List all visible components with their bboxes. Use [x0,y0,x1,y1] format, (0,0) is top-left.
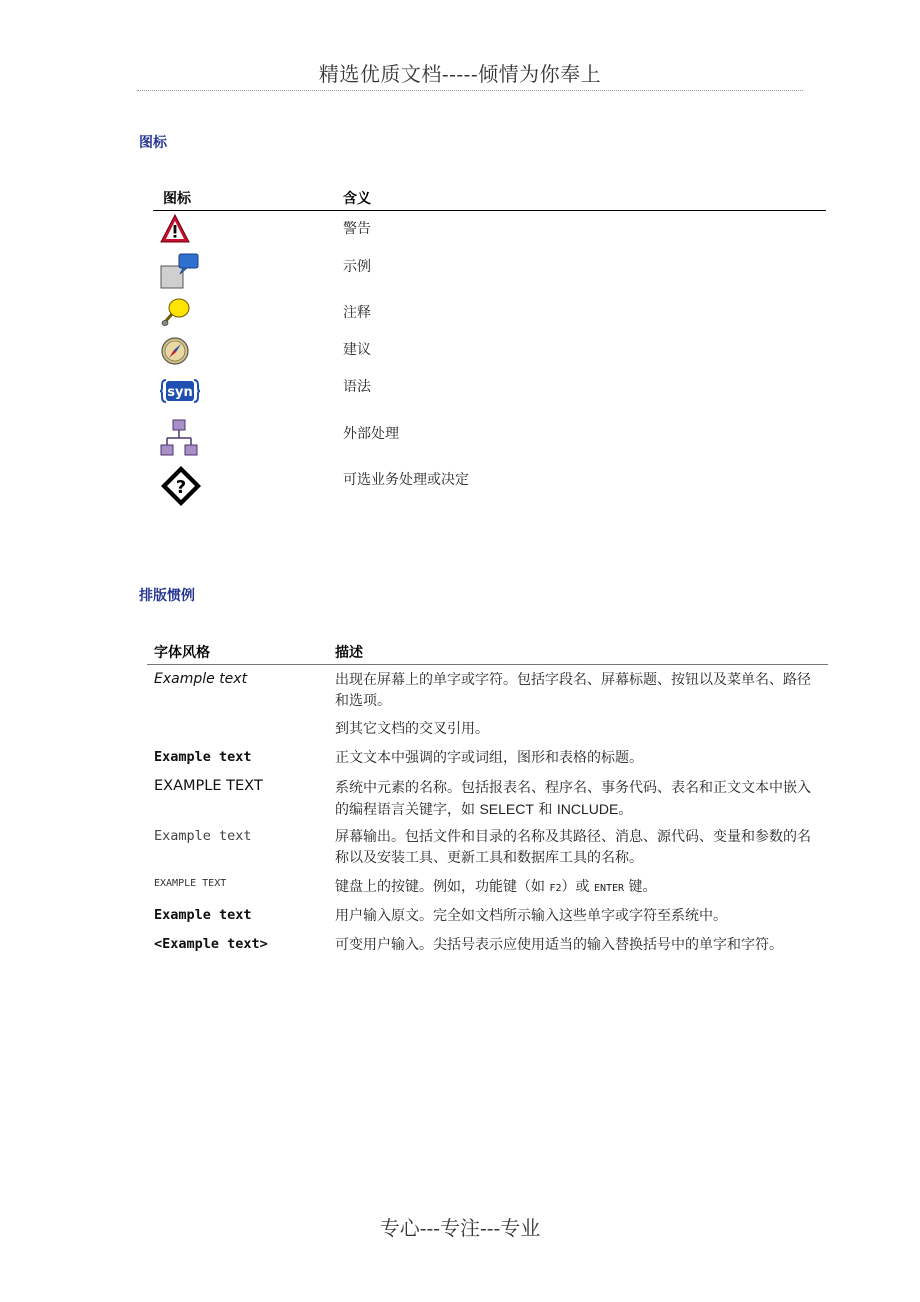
meaning-note: 注释 [343,305,371,321]
meaning-warning: 警告 [343,221,371,237]
desc-system-elements-and: 和 [533,802,557,818]
desc-screen-text: 出现在屏幕上的单字或字符。包括字段名、屏幕标题、按钮以及菜单名、路径和选项。 [335,672,811,709]
icons-table-rule [153,210,826,211]
desc-system-elements-text: 系统中元素的名称。包括报表名、程序名、事务代码、表名和正文文本中嵌入的编程语言关键字，如 [335,780,811,818]
svg-text:syn: syn [167,385,193,400]
desc-keyboard-text: 键盘上的按键。例如，功能键（如 [335,879,550,895]
desc-keyboard-keys [335,877,815,899]
style-small-mono-example: EXAMPLE TEXT [154,878,227,889]
style-bold-example: Example text [154,749,252,765]
meaning-business-decision: 可选业务处理或决定 [343,472,469,488]
meaning-syntax: 语法 [343,379,371,395]
typo-col-header-style: 字体风格 [154,645,210,661]
example-icon [159,252,201,296]
typography-table-rule [147,664,828,665]
desc-screen-output: 屏幕输出。包括文件和目录的名称及其路径、消息、源代码、变量和参数的名称以及安装工具、更新工具和数据库工具的名称。 [335,829,811,866]
keyword-include: INCLUDE [556,801,619,817]
meaning-external-process: 外部处理 [343,426,399,442]
icons-col-header-meaning: 含义 [343,191,371,207]
style-uppercase-example: EXAMPLE TEXT [154,778,263,794]
style-italic-example: Example text [154,671,248,687]
desc-user-input: 用户输入原文。完全如文档所示输入这些单字或字符至系统中。 [335,908,727,924]
icons-section-title: 图标 [139,135,167,151]
note-icon [160,296,192,332]
key-enter: ENTER [593,883,625,894]
key-f2: F2 [549,883,562,894]
header-divider [137,90,803,91]
meaning-example: 示例 [343,259,371,275]
syntax-icon [160,376,200,410]
meaning-recommendation: 建议 [343,342,371,358]
page-footer: 专心---专注---专业 [379,1216,541,1240]
desc-emphasis: 正文文本中强调的字或词组，图形和表格的标题。 [335,750,643,766]
desc-keyboard-or: ）或 [561,879,594,895]
typo-col-header-desc: 描述 [335,645,363,661]
keyword-select: SELECT [479,801,534,817]
recommendation-icon [160,336,190,370]
desc-system-elements [335,778,815,821]
warning-icon [159,213,191,249]
icons-col-header-icon: 图标 [163,191,191,207]
style-user-input-example: Example text [154,907,252,923]
desc-cross-reference: 到其它文档的交叉引用。 [335,721,489,737]
desc-variable-input: 可变用户输入。尖括号表示应使用适当的输入替换括号中的单字和字符。 [335,937,783,953]
style-variable-input-example: <Example text> [154,936,268,952]
business-decision-icon [160,465,202,511]
typography-section-title: 排版惯例 [139,588,195,604]
desc-keyboard-end: 键。 [624,879,657,895]
svg-text:?: ? [175,477,187,498]
page-header: 精选优质文档-----倾情为你奉上 [318,62,602,86]
external-process-icon [160,419,198,463]
desc-system-elements-end: 。 [618,802,633,818]
style-mono-example: Example text [154,828,252,844]
